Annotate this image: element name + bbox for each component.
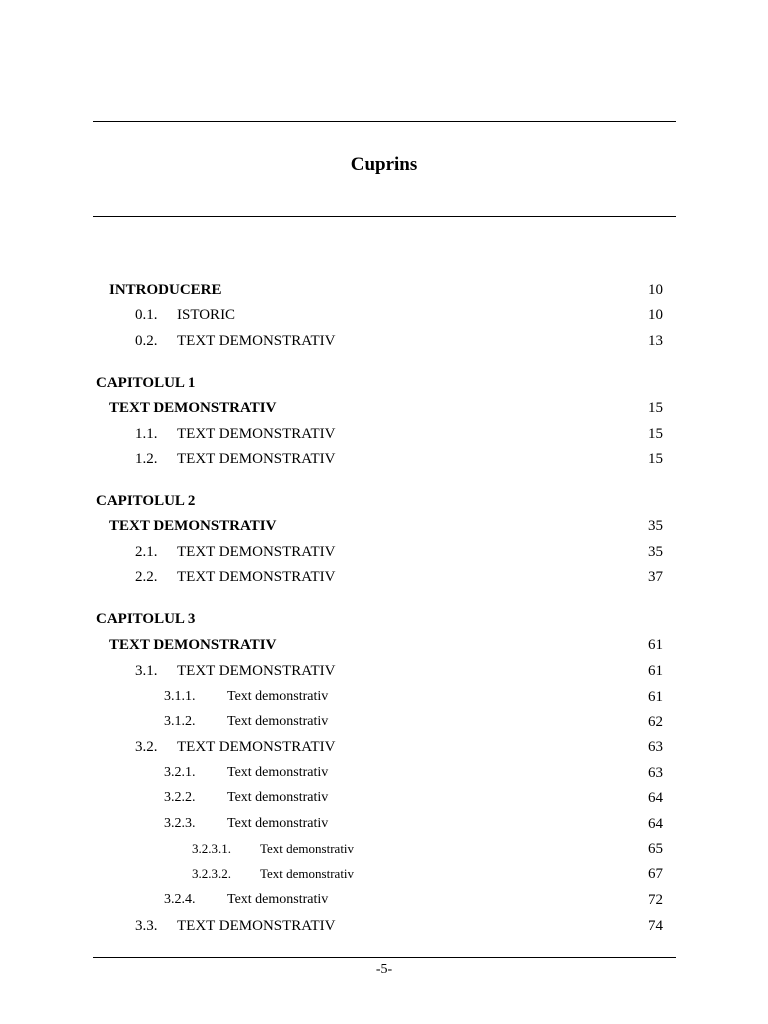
toc-entry (0, 567, 768, 587)
toc-entry-page: 10 (648, 282, 663, 298)
toc-entry (0, 814, 768, 834)
toc-entry-title: Text demonstrativ (227, 714, 329, 729)
toc-entry (0, 424, 768, 444)
toc-entry (0, 788, 768, 808)
toc-entry-page: 63 (648, 765, 663, 781)
toc-entry (0, 516, 768, 536)
toc-entry-title: CAPITOLUL 1 (96, 375, 196, 391)
toc-entry-title: TEXT DEMONSTRATIV (177, 544, 336, 560)
toc-entry-number: 2.1. (135, 544, 158, 560)
toc-entry-number: 1.1. (135, 426, 158, 442)
toc-entry-number: 3.2.3. (164, 816, 196, 831)
toc-chapter-heading (0, 609, 768, 629)
footer-rule (93, 957, 676, 958)
toc-entry (0, 661, 768, 681)
toc-entry (0, 839, 768, 859)
toc-entry-title: Text demonstrativ (227, 892, 329, 907)
toc-entry-number: 3.3. (135, 918, 158, 934)
toc-entry-title: TEXT DEMONSTRATIV (109, 518, 277, 534)
toc-entry-title: CAPITOLUL 3 (96, 611, 196, 627)
toc-entry-page: 35 (648, 544, 663, 560)
toc-entry (0, 331, 768, 351)
toc-entry (0, 737, 768, 757)
toc-entry (0, 305, 768, 325)
toc-entry-title: Text demonstrativ (227, 790, 329, 805)
toc-entry-number: 3.2.1. (164, 765, 196, 780)
page-title: Cuprins (350, 154, 418, 175)
toc-entry-title: INTRODUCERE (109, 282, 222, 298)
toc-entry-page: 35 (648, 518, 663, 534)
toc-entry-number: 3.1. (135, 663, 158, 679)
toc-entry-page: 15 (648, 451, 663, 467)
toc-entry-title: Text demonstrativ (227, 689, 329, 704)
toc-entry-number: 3.2.2. (164, 790, 196, 805)
toc-entry-title: TEXT DEMONSTRATIV (177, 663, 336, 679)
toc-entry-page: 15 (648, 400, 663, 416)
toc-entry (0, 687, 768, 707)
toc-chapter-heading (0, 373, 768, 393)
toc-entry (0, 763, 768, 783)
toc-chapter-heading (0, 491, 768, 511)
toc-entry-number: 3.2.4. (164, 892, 196, 907)
toc-entry-page: 15 (648, 426, 663, 442)
toc-entry-title: Text demonstrativ (227, 816, 329, 831)
toc-entry-page: 67 (648, 866, 663, 882)
toc-entry-number: 3.2.3.1. (192, 841, 231, 856)
toc-entry-number: 2.2. (135, 569, 158, 585)
toc-entry-title: CAPITOLUL 2 (96, 493, 196, 509)
toc-entry-number: 1.2. (135, 451, 158, 467)
toc-entry-page: 65 (648, 841, 663, 857)
toc-entry-title: Text demonstrativ (227, 765, 329, 780)
toc-entry-number: 3.1.1. (164, 689, 196, 704)
toc-entry-number: 3.2. (135, 739, 158, 755)
toc-entry (0, 635, 768, 655)
toc-entry-title: TEXT DEMONSTRATIV (177, 451, 336, 467)
toc-entry-title: TEXT DEMONSTRATIV (177, 426, 336, 442)
toc-entry-title: TEXT DEMONSTRATIV (177, 333, 336, 349)
toc-entry (0, 280, 768, 300)
toc-entry-page: 64 (648, 790, 663, 806)
toc-entry-number: 0.2. (135, 333, 158, 349)
toc-entry-page: 72 (648, 892, 663, 908)
toc-entry-number: 3.2.3.2. (192, 866, 231, 881)
toc-entry (0, 542, 768, 562)
toc-entry-number: 3.1.2. (164, 714, 196, 729)
toc-entry (0, 449, 768, 469)
toc-entry (0, 398, 768, 418)
toc-entry (0, 916, 768, 936)
toc-entry-page: 61 (648, 689, 663, 705)
toc-entry-title: TEXT DEMONSTRATIV (177, 569, 336, 585)
page-number: -5- (375, 962, 393, 977)
toc-entry (0, 712, 768, 732)
toc-entry-page: 63 (648, 739, 663, 755)
toc-entry (0, 890, 768, 910)
toc-entry-page: 61 (648, 637, 663, 653)
toc-entry-title: Text demonstrativ (260, 866, 355, 881)
toc-entry-title: TEXT DEMONSTRATIV (177, 918, 336, 934)
toc-entry-number: 0.1. (135, 307, 158, 323)
toc-entry-title: ISTORIC (177, 307, 236, 323)
toc-entry-page: 62 (648, 714, 663, 730)
toc-entry-page: 61 (648, 663, 663, 679)
toc-entry-page: 64 (648, 816, 663, 832)
toc-entry-title: TEXT DEMONSTRATIV (109, 637, 277, 653)
toc-entry-title: Text demonstrativ (260, 841, 355, 856)
toc-entry-page: 37 (648, 569, 663, 585)
toc-entry (0, 864, 768, 884)
toc-entry-title: TEXT DEMONSTRATIV (177, 739, 336, 755)
toc-entry-page: 74 (648, 918, 663, 934)
toc-entry-title: TEXT DEMONSTRATIV (109, 400, 277, 416)
toc-entry-page: 13 (648, 333, 663, 349)
toc-entry-page: 10 (648, 307, 663, 323)
